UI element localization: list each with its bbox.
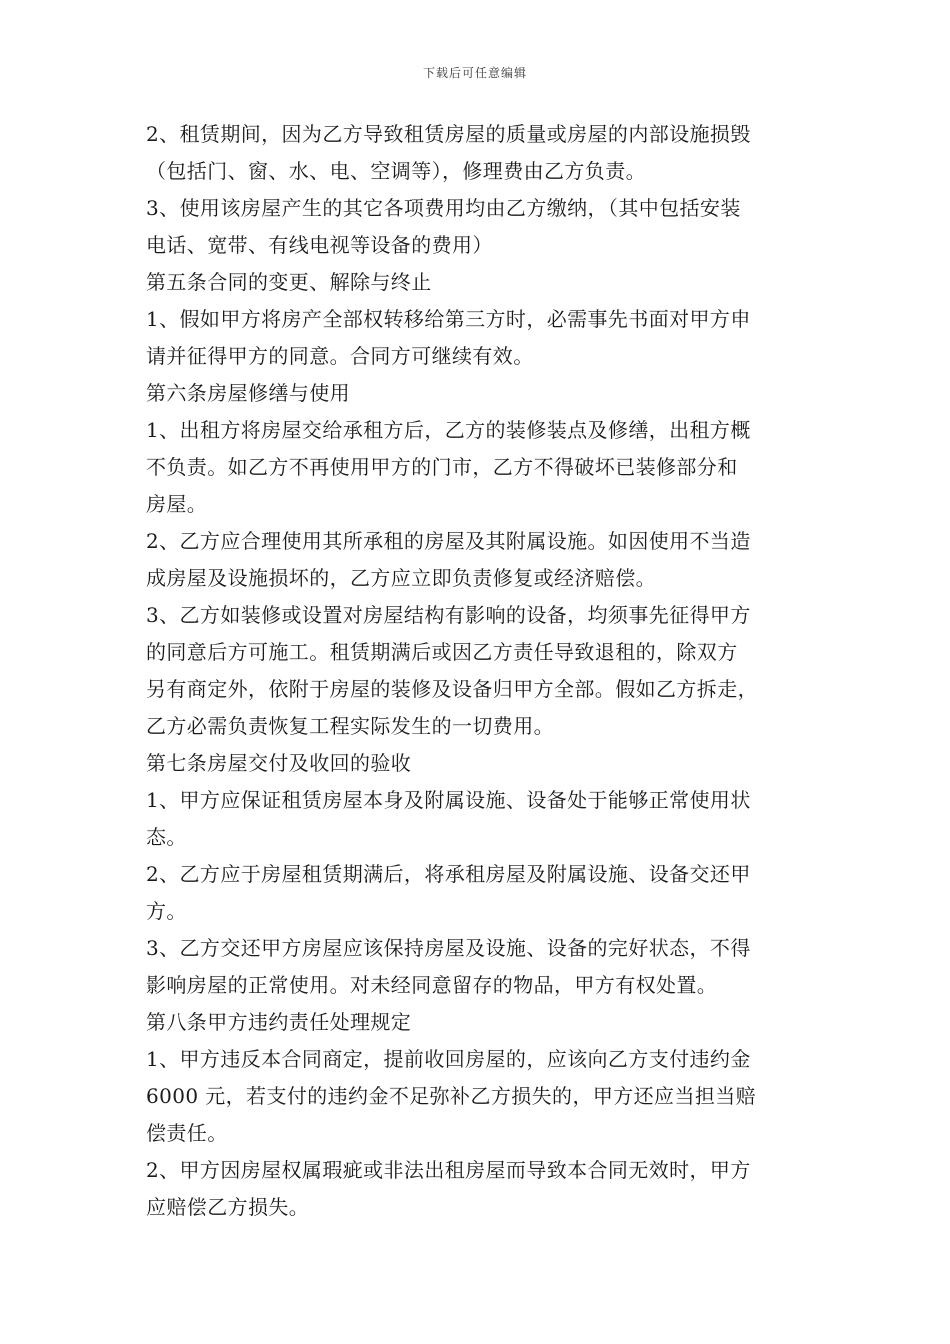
text-line: 1、出租方将房屋交给承租方后，乙方的装修装点及修缮，出租方概: [146, 418, 751, 442]
text-line: 2、甲方因房屋权属瑕疵或非法出租房屋而导致本合同无效时，甲方: [146, 1158, 751, 1182]
text-line: 态。: [146, 825, 187, 849]
header-note: 下载后可任意编辑: [422, 66, 527, 80]
text-line: 偿责任。: [146, 1121, 228, 1145]
text-line: 方。: [146, 899, 187, 923]
document-body: [146, 116, 826, 1226]
text-line: 房屋。: [146, 492, 208, 516]
section-heading: 第七条房屋交付及收回的验收: [146, 751, 412, 775]
text-line: 1、甲方应保证租赁房屋本身及附属设施、设备处于能够正常使用状: [146, 788, 751, 812]
text-line: 影响房屋的正常使用。对未经同意留存的物品，甲方有权处置。: [146, 973, 718, 997]
text-line: 2、租赁期间，因为乙方导致租赁房屋的质量或房屋的内部设施损毁: [146, 122, 751, 146]
text-line: 成房屋及设施损坏的，乙方应立即负责修复或经济赔偿。: [146, 566, 656, 590]
text-line: 1、甲方违反本合同商定，提前收回房屋的，应该向乙方支付违约金: [146, 1047, 751, 1071]
text-line: 3、乙方交还甲方房屋应该保持房屋及设施、设备的完好状态，不得: [146, 936, 751, 960]
text-line: 2、乙方应于房屋租赁期满后，将承租房屋及附属设施、设备交还甲: [146, 862, 751, 886]
text-line: 另有商定外，依附于房屋的装修及设备归甲方全部。假如乙方拆走，: [146, 677, 758, 701]
text-line: 2、乙方应合理使用其所承租的房屋及其附属设施。如因使用不当造: [146, 529, 751, 553]
text-line: 电话、宽带、有线电视等设备的费用）: [146, 233, 493, 257]
text-line: 乙方必需负责恢复工程实际发生的一切费用。: [146, 714, 554, 738]
text-line: 的同意后方可施工。租赁期满后或因乙方责任导致退租的，除双方: [146, 640, 738, 664]
text-line: 请并征得甲方的同意。合同方可继续有效。: [146, 344, 534, 368]
text-line: 不负责。如乙方不再使用甲方的门市，乙方不得破坏已装修部分和: [146, 455, 738, 479]
text-line: 1、假如甲方将房产全部权转移给第三方时，必需事先书面对甲方申: [146, 307, 751, 331]
text-line: （包括门、窗、水、电、空调等），修理费由乙方负责。: [146, 159, 646, 183]
section-heading: 第八条甲方违约责任处理规定: [146, 1010, 412, 1034]
section-heading: 第五条合同的变更、解除与终止: [146, 270, 432, 294]
section-heading: 第六条房屋修缮与使用: [146, 381, 350, 405]
text-line: 6000 元，若支付的违约金不足弥补乙方损失的，甲方还应当担当赔: [146, 1084, 757, 1108]
text-line: 应赔偿乙方损失。: [146, 1195, 310, 1219]
text-line: 3、使用该房屋产生的其它各项费用均由乙方缴纳，（其中包括安装: [146, 196, 741, 220]
text-line: 3、乙方如装修或设置对房屋结构有影响的设备，均须事先征得甲方: [146, 603, 751, 627]
